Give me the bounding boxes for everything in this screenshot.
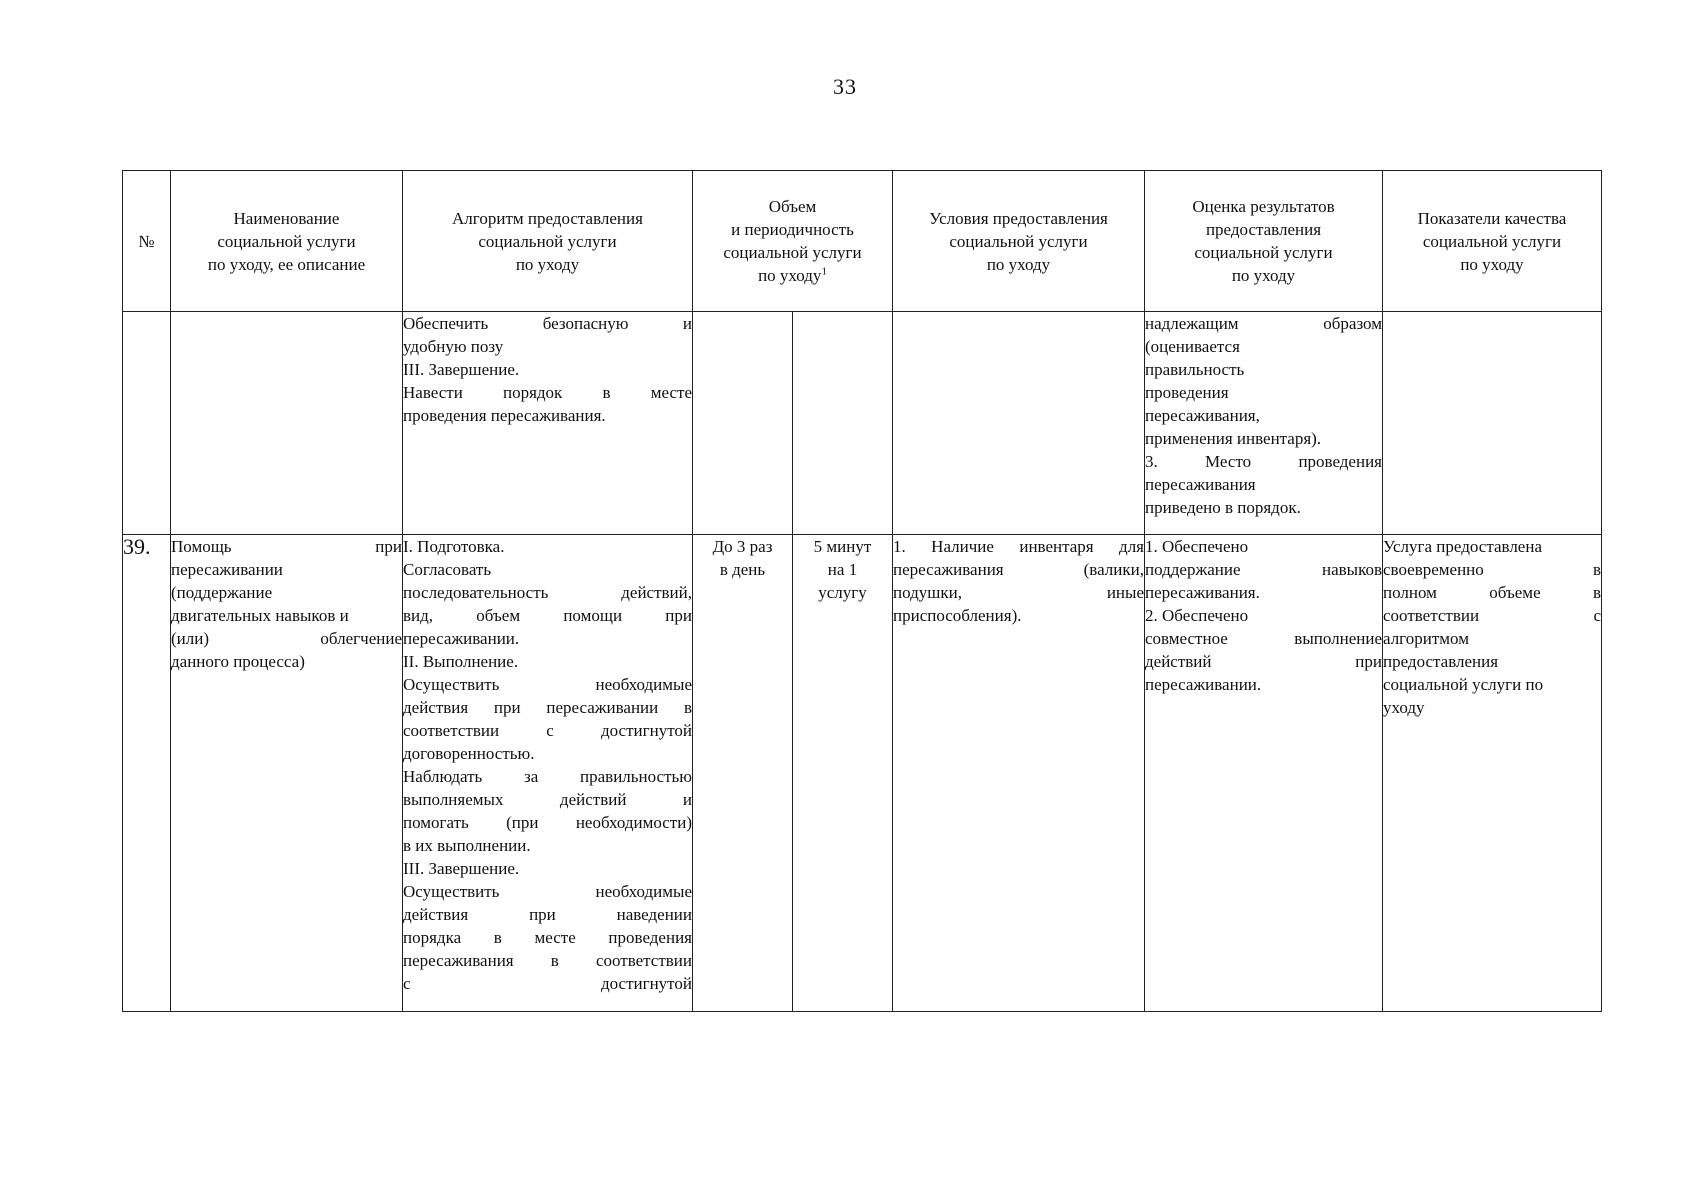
cell-num: [123, 312, 171, 535]
cell-volume: [693, 312, 793, 535]
table-row-39: [123, 535, 1602, 1012]
cell-conditions: [893, 312, 1145, 535]
header-name: Наименование социальной услуги по уходу, ее описание: [171, 171, 403, 312]
cell-name: Помощь при пересаживании (поддержание двигательных навыков и (или) облегчение данного процесса): [171, 535, 403, 1012]
header-algorithm: Алгоритм предоставления социальной услуги по уходу: [403, 171, 693, 312]
header-volume: Объем и периодичность социальной услуги по уходу$^1$: [693, 171, 893, 312]
page-number: 33: [833, 74, 857, 99]
header-evaluation: Оценка результатов предоставления социальной услуги по уходу: [1145, 171, 1383, 312]
cell-periodicity: [793, 312, 893, 535]
services-table: [122, 170, 1602, 1012]
table-row-continuation: [123, 312, 1602, 535]
cell-periodicity: 5 минут на 1 услугу: [793, 535, 893, 1012]
cell-volume: До 3 раз в день: [693, 535, 793, 1012]
cell-quality: Услуга предоставлена своевременно в полном объеме в соответствии с алгоритмом предоставления социальной услуги по уходу: [1383, 535, 1602, 1012]
cell-conditions: 1. Наличие инвентаря для пересаживания (валики, подушки, иные приспособления).: [893, 535, 1145, 1012]
header-conditions: Условия предоставления социальной услуги по уходу: [893, 171, 1145, 312]
cell-name: [171, 312, 403, 535]
cell-evaluation: 1. Обеспечено поддержание навыков пересаживания. 2. Обеспечено совместное выполнение действий при пересаживании.: [1145, 535, 1383, 1012]
header-quality: Показатели качества социальной услуги по уходу: [1383, 171, 1602, 312]
cell-algorithm: Обеспечить безопасную и удобную позу III. Завершение. Навести порядок в месте проведения пересаживания.: [403, 312, 693, 535]
cell-quality: [1383, 312, 1602, 535]
cell-num: 39.: [123, 535, 171, 1012]
header-num: №: [123, 171, 171, 312]
cell-algorithm: I. Подготовка. Согласовать последовательность действий, вид, объем помощи при пересаживании. II. Выполнение. Осуществить необходимые действия при пересаживании в соответствии с достигнутой договоренностью. Наблюдать за правильностью выполняемых действий и помогать (при необходимости) в их выполнении. III. Завершение. Осуществить необходимые действия при наведении порядка в месте проведения пересаживания в соответствии с достигнутой: [403, 535, 693, 1012]
header-row: [123, 171, 1602, 312]
footnote-marker: 1: [821, 265, 827, 278]
cell-evaluation: надлежащим образом (оценивается правильность проведения пересаживания, применения инвентаря). 3. Место проведения пересаживания приведено в порядок.: [1145, 312, 1383, 535]
